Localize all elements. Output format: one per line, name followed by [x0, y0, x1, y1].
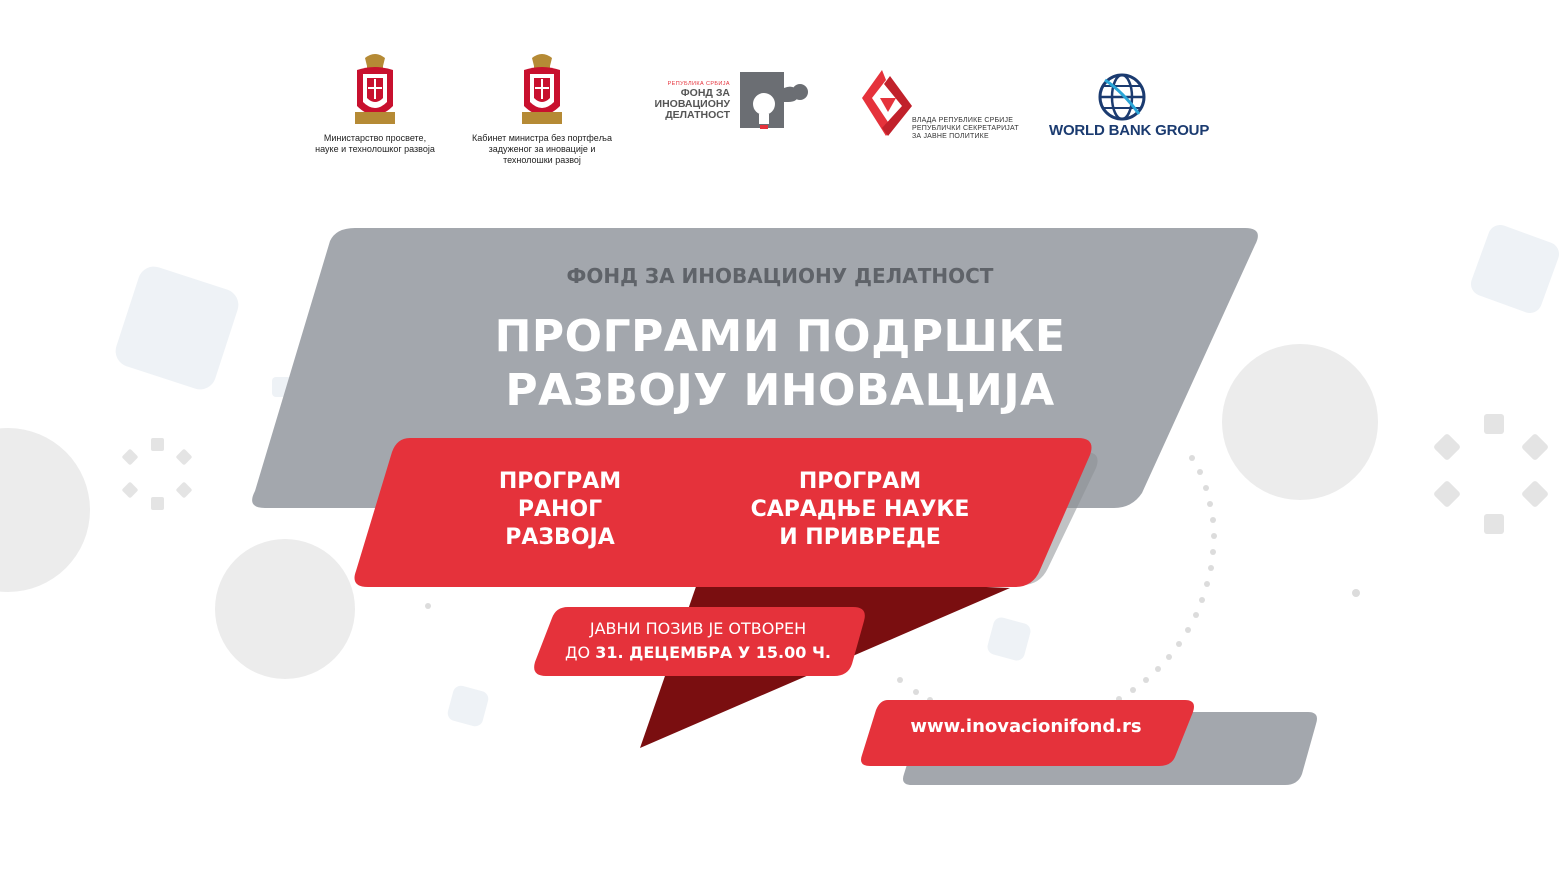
fund-logo-small: РЕПУБЛИКА СРБИЈА [667, 81, 730, 87]
ministry-logo [305, 52, 445, 155]
secretariat-line3: ЗА ЈАВНЕ ПОЛИТИКЕ [912, 133, 989, 140]
program-1-line3: РАЗВОЈА [505, 525, 615, 550]
secretariat-line2: РЕПУБЛИЧКИ СЕКРЕТАРИЈАТ [912, 125, 1019, 132]
decor-dots-left [122, 438, 193, 510]
decor-circle-left [0, 428, 90, 592]
program-1-line2: РАНОГ [517, 497, 603, 522]
secretariat-line1: ВЛАДА РЕПУБЛИКЕ СРБИЈЕ [912, 117, 1014, 124]
call-deadline: 31. ДЕЦЕМБРА У 15.00 Ч. [595, 643, 831, 662]
call-text [548, 617, 848, 665]
fund-logo-line3: ДЕЛАТНОСТ [665, 109, 730, 121]
decor-circle-right [1222, 344, 1378, 500]
decor-square-tiny [446, 684, 490, 728]
banner-title-line1: ПРОГРАМИ ПОДРШКЕ [494, 311, 1066, 362]
decor-square-right [1468, 222, 1560, 317]
website-link[interactable]: www.inovacionifond.rs [910, 716, 1142, 737]
cabinet-caption-2: задуженог за иновације и [488, 144, 596, 154]
call-line2-prefix: ДО [565, 643, 596, 662]
banner-title [380, 310, 1180, 418]
cabinet-caption-3: технолошки развој [503, 155, 581, 165]
banner-subtitle: ФОНД ЗА ИНОВАЦИОНУ ДЕЛАТНОСТ [566, 264, 994, 288]
program-2-line3: И ПРИВРЕДЕ [779, 525, 941, 550]
serbian-coat-of-arms-icon [353, 52, 397, 128]
puzzle-bulb-icon [738, 70, 814, 132]
fund-logo-text [640, 80, 730, 121]
program-science-industry [715, 468, 1005, 552]
serbian-coat-of-arms-icon [520, 52, 564, 128]
decor-circle-mid [215, 539, 355, 679]
secretariat-logo-icon [858, 68, 916, 138]
cabinet-logo [472, 52, 612, 166]
globe-icon [1097, 72, 1147, 122]
world-bank-text: WORLD BANK GROUP [1049, 122, 1210, 139]
program-1-line1: ПРОГРАМ [498, 469, 622, 494]
program-2-line2: САРАДЊЕ НАУКЕ [750, 497, 970, 522]
call-line2 [548, 641, 848, 665]
ministry-caption-1: Министарство просвете, [323, 133, 427, 143]
ministry-caption-2: науке и технолошког развоја [315, 144, 435, 154]
program-early-development [440, 468, 680, 552]
decor-square-left [111, 262, 242, 393]
fund-logo-line2: ИНОВАЦИОНУ [654, 98, 730, 110]
secretariat-text [912, 117, 1019, 141]
program-2-line1: ПРОГРАМ [798, 469, 922, 494]
banner-title-line2: РАЗВОЈУ ИНОВАЦИЈА [505, 365, 1055, 416]
fund-logo-line1: ФОНД ЗА [680, 87, 730, 99]
call-line1: ЈАВНИ ПОЗИВ ЈЕ ОТВОРЕН [589, 619, 807, 638]
decor-dots-right [1433, 414, 1549, 534]
cabinet-caption-1: Кабинет министра без портфеља [472, 133, 612, 143]
decor-square-small [986, 616, 1033, 663]
